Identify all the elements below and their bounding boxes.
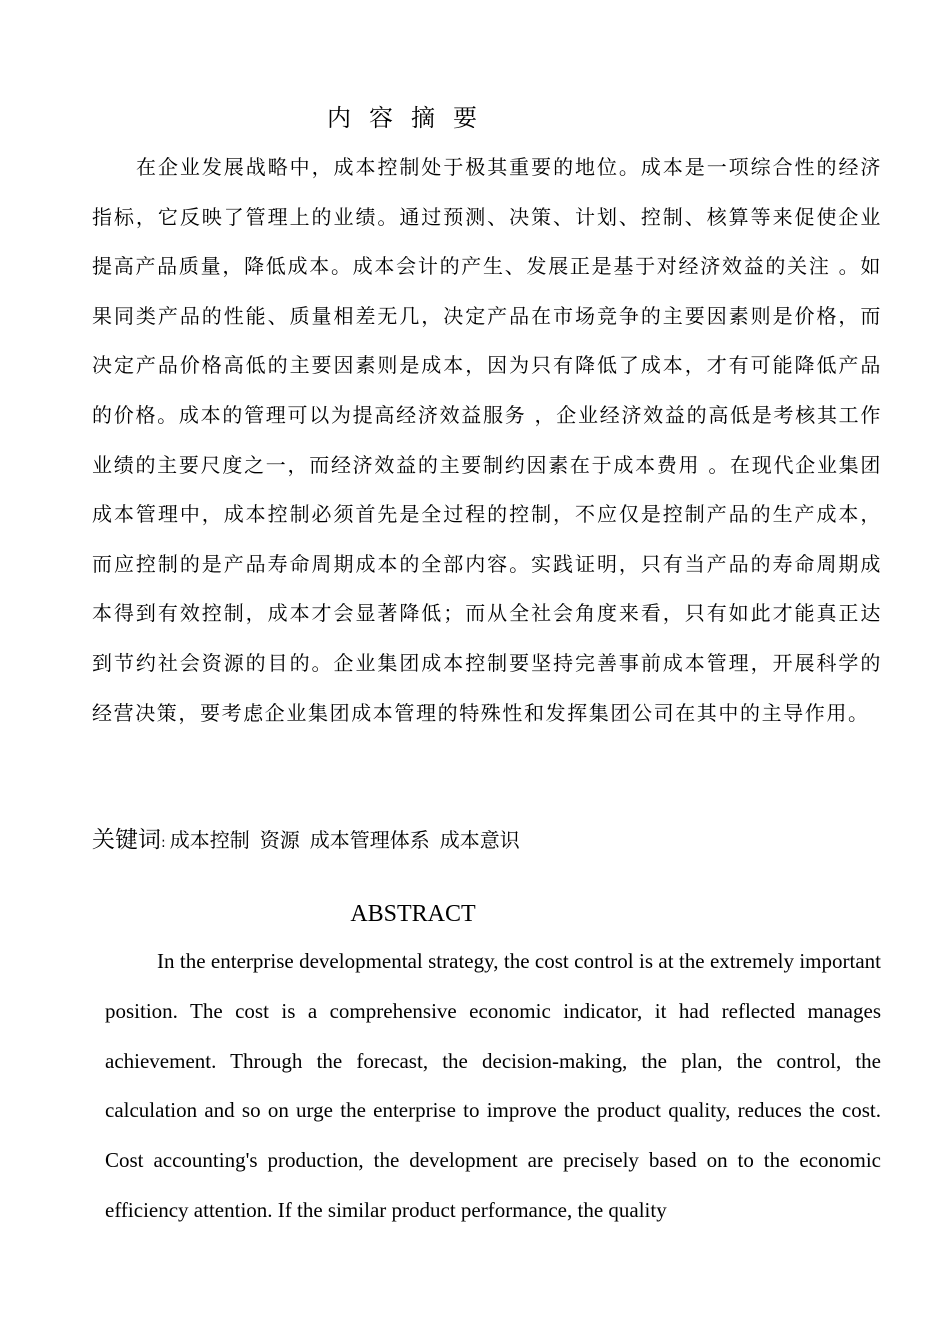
keywords-label: 关键词 [92,827,161,853]
keywords-separator: : [161,835,166,851]
chinese-abstract-body: 在企业发展战略中，成本控制处于极其重要的地位。成本是一项综合性的经济指标，它反映了管理上的业绩。通过预测、决策、计划、控制、核算等来促使企业提高产品质量，降低成本。成本会计的产生、发展正是基于对经济效益的关注 。如果同类产品的性能、质量相差无几，决定产品在市场竞争的主要因素则是价格，而决定产品价格高低的主要因素则是成本，因为只有降低了成本，才有可能降低产品的价格。成本的管理可以为提高经济效益服务 ，企业经济效益的高低是考核其工作业绩的主要尺度之一，而经济效益的主要制约因素在于成本费用 。在现代企业集团成本管理中，成本控制必须首先是全过程的控制，不应仅是控制产品的生产成本，而应控制的是产品寿命周期成本的全部内容。实践证明，只有当产品的寿命周期成本得到有效控制，成本才会显著降低；而从全社会角度来看，只有如此才能真正达到节约社会资源的目的。企业集团成本控制要坚持完善事前成本管理，开展科学的经营决策，要考虑企业集团成本管理的特殊性和发挥集团公司在其中的主导作用。 [92,155,882,725]
keyword-item: 成本控制 [169,828,250,852]
keyword-item: 成本意识 [439,828,520,852]
keywords-line [92,823,882,860]
keyword-item: 资源 [259,828,300,852]
keyword-item: 成本管理体系 [309,828,430,852]
english-abstract-title: ABSTRACT [350,901,476,927]
english-abstract-body: In the enterprise developmental strategy, the cost control is at the extremely important position. The cost is a comprehensive economic indicator, it had reflected manages achievement. Through the forecast, the decision-making, the plan, the control, the calculation and so on urge the enterprise to improve the product quality, reduces the cost. Cost accounting's production, the development are precisely based on to the economic efficiency attention. If the similar product performance, the quality [105,949,881,1222]
chinese-abstract-title: 内容摘要 [327,104,495,132]
